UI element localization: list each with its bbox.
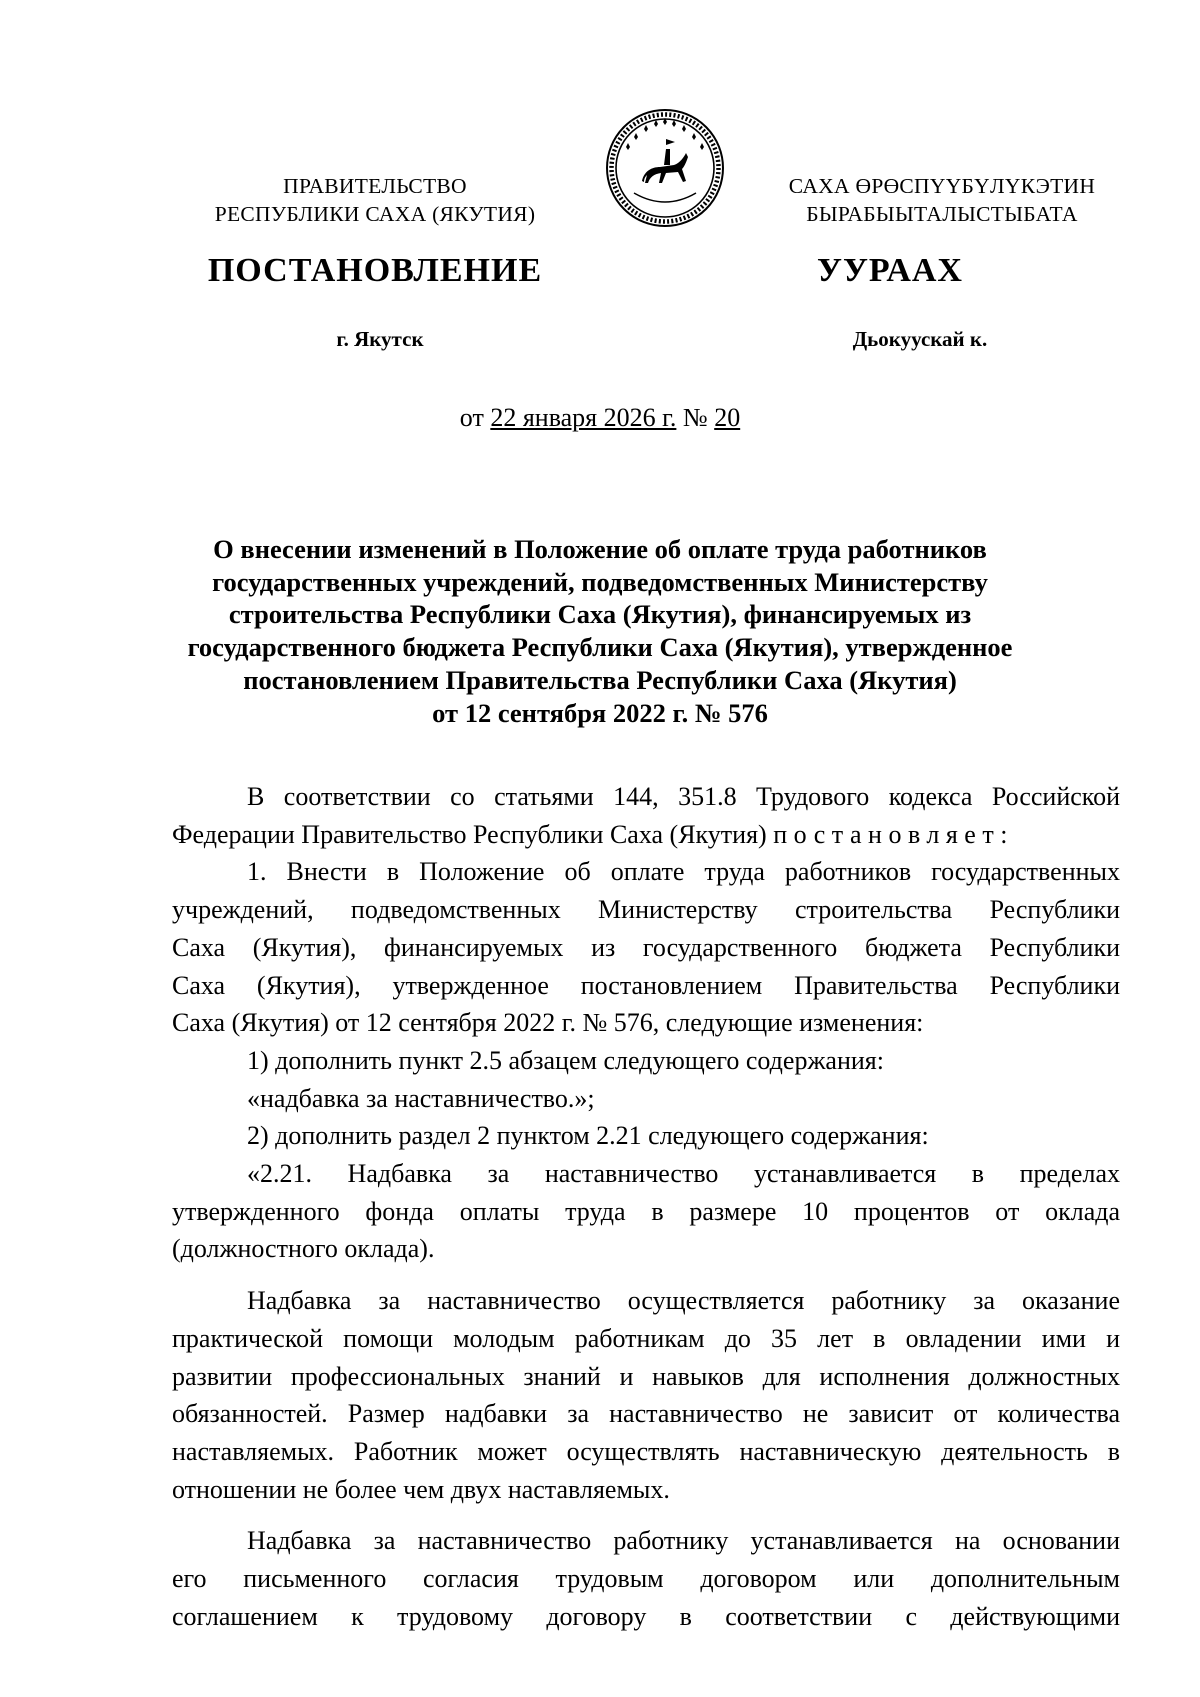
title-line: государственного бюджета Республики Саха (Якутия), утвержденное xyxy=(187,632,1013,663)
body-line: (должностного оклада). xyxy=(172,1234,435,1264)
body-line: В соответствии со статьями 144, 351.8 Трудового кодекса Российской xyxy=(247,782,1120,811)
document-title xyxy=(170,533,1030,729)
header-left-ru xyxy=(155,172,595,228)
body-line: Саха (Якутия) от 12 сентября 2022 г. № 576, следующие изменения: xyxy=(172,1008,924,1038)
date-number-line xyxy=(0,403,1200,433)
body-line: Надбавка за наставничество работнику устанавливается на основании xyxy=(247,1526,1120,1556)
paragraph-preamble xyxy=(172,778,1120,853)
body-line: обязанностей. Размер надбавки за наставничество не зависит от количества xyxy=(172,1399,1120,1429)
document-date: 22 января 2026 г. xyxy=(490,403,677,432)
paragraph-mentoring xyxy=(172,1282,1120,1508)
header-line: БЫРАБЫЫТАЛЫСТЫБАТА xyxy=(806,202,1078,226)
body-line xyxy=(172,816,1120,854)
body-line: 2) дополнить раздел 2 пунктом 2.21 следующего содержания: xyxy=(247,1121,929,1151)
title-line: постановлением Правительства Республики Саха (Якутия) xyxy=(243,664,957,695)
body-line: практической помощи молодым работникам до 35 лет в овладении ими и xyxy=(172,1323,1120,1353)
header-line: ПРАВИТЕЛЬСТВО xyxy=(283,174,467,198)
doc-type-ru: ПОСТАНОВЛЕНИЕ xyxy=(207,252,543,289)
body-line: утвержденного фонда оплаты труда в размере 10 процентов от оклада xyxy=(172,1196,1120,1226)
body-line: учреждений, подведомственных Министерству строительства Республики xyxy=(172,895,1120,925)
date-prefix: от xyxy=(459,403,491,432)
city-sah: Дьокуускай к. xyxy=(852,327,988,351)
header-line: РЕСПУБЛИКИ САХА (ЯКУТИЯ) xyxy=(214,202,536,226)
paragraph-2-21 xyxy=(172,1155,1120,1268)
number-sign: № xyxy=(676,403,715,432)
body-line: отношении не более чем двух наставляемых. xyxy=(172,1474,670,1504)
body-line: 1) дополнить пункт 2.5 абзацем следующего содержания: xyxy=(247,1045,884,1075)
body-line: наставляемых. Работник может осуществлять наставническую деятельность в xyxy=(172,1436,1120,1466)
title-line: государственных учреждений, подведомственных Министерству xyxy=(212,566,988,597)
city-ru: г. Якутск xyxy=(336,327,424,351)
doc-type-sah: УУРААХ xyxy=(817,252,963,289)
preamble-text: Федерации Правительство Республики Саха (Якутия) xyxy=(172,819,774,849)
body-line: Надбавка за наставничество осуществляется работнику за оказание xyxy=(247,1286,1120,1316)
sakha-coat-of-arms-icon xyxy=(604,107,726,229)
title-line: от 12 сентября 2022 г. № 576 xyxy=(432,697,768,728)
header-line: САХА ӨРӨСПҮҮБҮЛҮКЭТИН xyxy=(788,174,1096,198)
body-line: Саха (Якутия), финансируемых из государственного бюджета Республики xyxy=(172,932,1120,962)
body-line: «надбавка за наставничество.»; xyxy=(247,1083,595,1113)
paragraph-item-1 xyxy=(172,853,1120,1042)
paragraph-spacer xyxy=(172,1268,1120,1282)
title-line: О внесении изменений в Положение об оплате труда работников xyxy=(213,534,987,564)
document-number: 20 xyxy=(714,403,741,432)
body-line: его письменного согласия трудовым договором или дополнительным xyxy=(172,1564,1120,1594)
title-line: строительства Республики Саха (Якутия), финансируемых из xyxy=(228,599,972,630)
header-right-sah xyxy=(722,172,1162,228)
document-body xyxy=(172,778,1120,1635)
body-line: «2.21. Надбавка за наставничество устанавливается в пределах xyxy=(247,1159,1120,1189)
body-line: Саха (Якутия), утвержденное постановлением Правительства Республики xyxy=(172,970,1120,1000)
body-line: соглашением к трудовому договору в соответствии с действующими xyxy=(172,1601,1120,1631)
paragraph-consent xyxy=(172,1522,1120,1635)
body-line: 1. Внести в Положение об оплате труда работников государственных xyxy=(247,857,1120,887)
body-line: развитии профессиональных знаний и навыков для исполнения должностных xyxy=(172,1361,1120,1391)
paragraph-spacer xyxy=(172,1508,1120,1522)
resolves-word: постановляет: xyxy=(773,819,1014,849)
